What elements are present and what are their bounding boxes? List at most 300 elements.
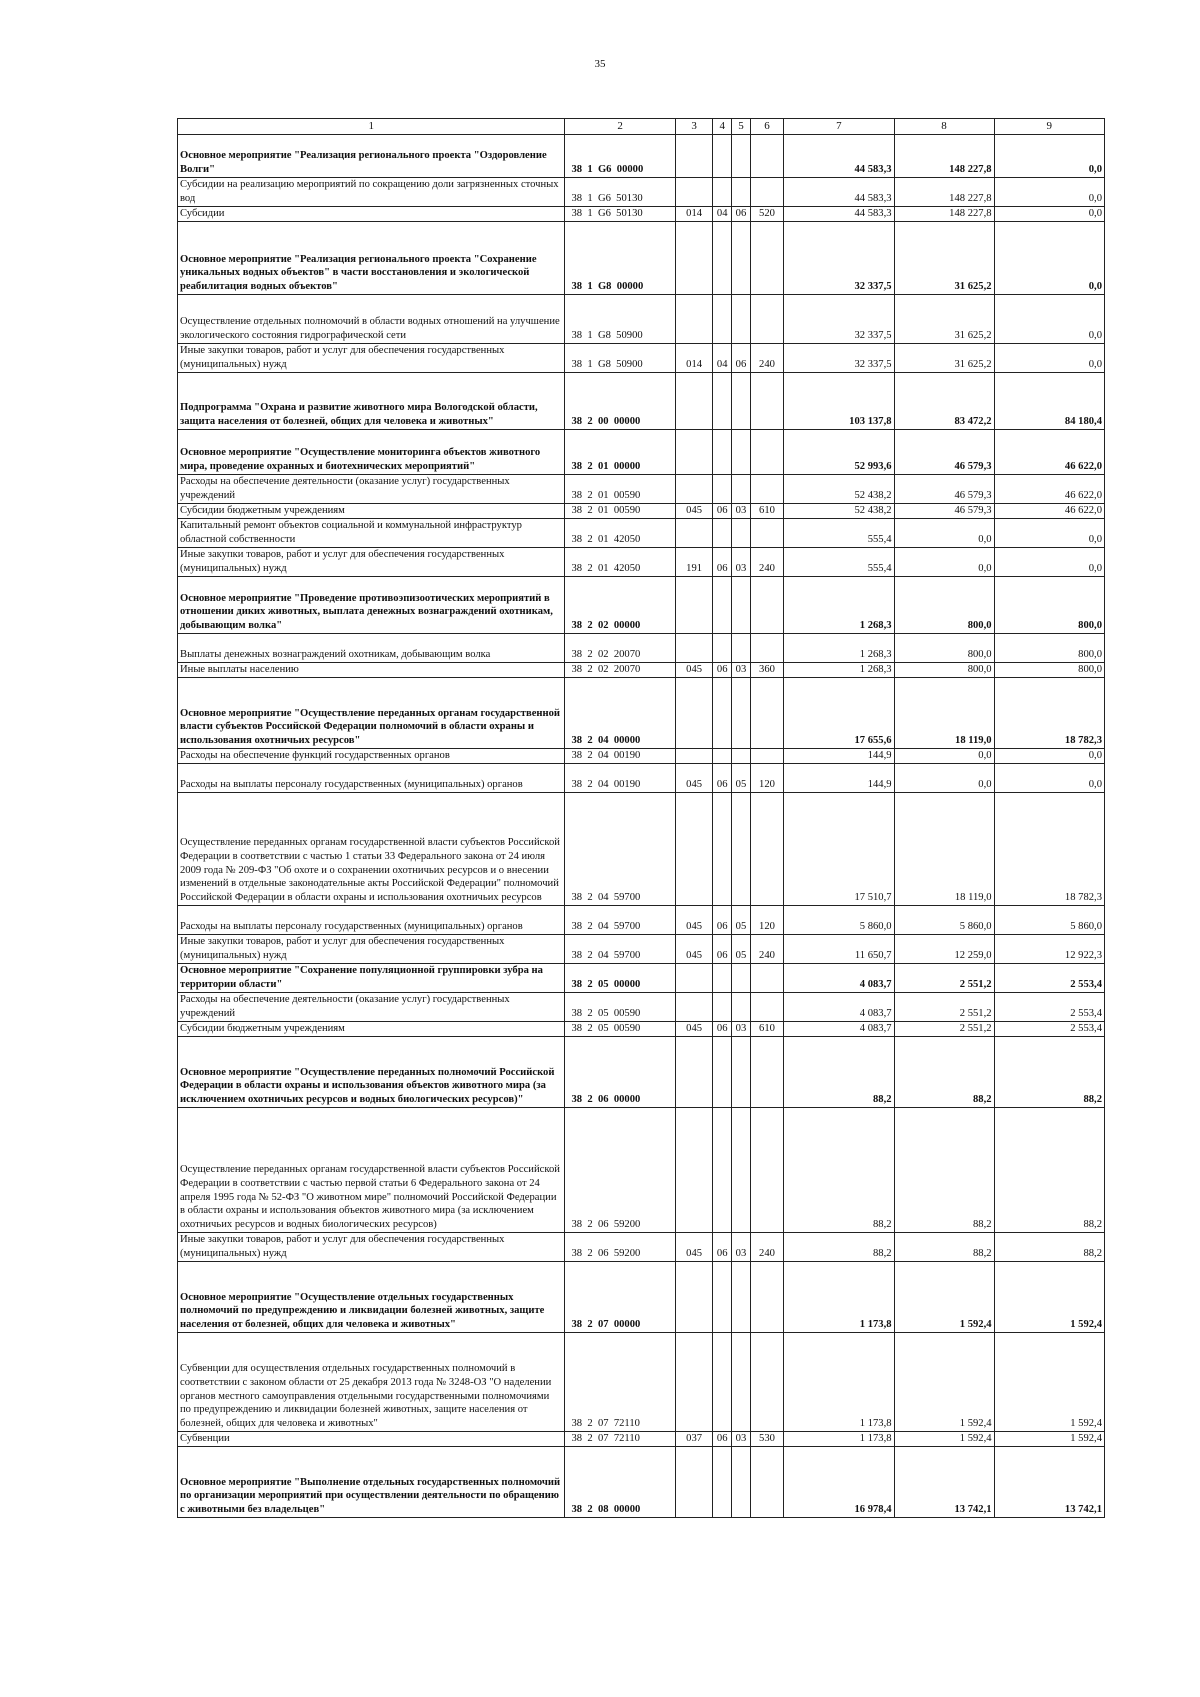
table-row [178, 793, 1105, 906]
budget-code: 38 2 05 00590 [565, 1022, 675, 1037]
amount-col-9: 46 622,0 [994, 475, 1104, 504]
expense-type-code [750, 678, 783, 749]
header-cell: 2 [565, 119, 675, 135]
amount-col-8: 800,0 [894, 577, 994, 634]
amount-col-7: 32 337,5 [784, 222, 894, 295]
header-cell: 3 [675, 119, 712, 135]
amount-col-7: 88,2 [784, 1233, 894, 1262]
ministry-code [675, 1262, 712, 1333]
amount-col-7: 17 655,6 [784, 678, 894, 749]
budget-code: 38 2 04 59700 [565, 935, 675, 964]
expense-type-code [750, 577, 783, 634]
expense-type-code [750, 749, 783, 764]
table-row [178, 993, 1105, 1022]
amount-col-8: 2 551,2 [894, 993, 994, 1022]
header-cell: 8 [894, 119, 994, 135]
amount-col-7: 44 583,3 [784, 135, 894, 178]
amount-col-9: 13 742,1 [994, 1447, 1104, 1518]
item-name: Расходы на выплаты персоналу государственных (муниципальных) органов [178, 764, 565, 793]
amount-col-7: 52 438,2 [784, 504, 894, 519]
budget-code: 38 1 G6 00000 [565, 135, 675, 178]
ministry-code [675, 1037, 712, 1108]
amount-col-8: 18 119,0 [894, 678, 994, 749]
expense-type-code [750, 634, 783, 663]
budget-code: 38 2 07 72110 [565, 1432, 675, 1447]
table-row [178, 678, 1105, 749]
amount-col-7: 88,2 [784, 1108, 894, 1233]
expense-type-code [750, 135, 783, 178]
expense-type-code [750, 178, 783, 207]
ministry-code: 037 [675, 1432, 712, 1447]
amount-col-8: 1 592,4 [894, 1262, 994, 1333]
expense-type-code [750, 519, 783, 548]
expense-type-code [750, 1447, 783, 1518]
amount-col-9: 0,0 [994, 749, 1104, 764]
page-number: 35 [594, 58, 606, 70]
amount-col-8: 1 592,4 [894, 1432, 994, 1447]
ministry-code: 014 [675, 344, 712, 373]
ministry-code [675, 1333, 712, 1432]
ministry-code [675, 222, 712, 295]
header-cell: 1 [178, 119, 565, 135]
amount-col-9: 46 622,0 [994, 430, 1104, 475]
table-row [178, 207, 1105, 222]
header-cell: 5 [732, 119, 751, 135]
table-row [178, 634, 1105, 663]
expense-type-code: 610 [750, 1022, 783, 1037]
subsection-code: 03 [732, 504, 751, 519]
amount-col-9: 800,0 [994, 663, 1104, 678]
amount-col-7: 32 337,5 [784, 344, 894, 373]
amount-col-9: 12 922,3 [994, 935, 1104, 964]
section-code: 04 [713, 207, 732, 222]
amount-col-7: 4 083,7 [784, 993, 894, 1022]
item-name: Расходы на обеспечение деятельности (оказание услуг) государственных учреждений [178, 993, 565, 1022]
section-code: 06 [713, 663, 732, 678]
budget-code: 38 2 01 42050 [565, 519, 675, 548]
header-cell: 7 [784, 119, 894, 135]
amount-col-7: 1 173,8 [784, 1432, 894, 1447]
item-name: Осуществление переданных органам государственной власти субъектов Российской Федерации в соответствии с частью 1 статьи 33 Федерального закона от 24 июля 2009 года № 209-ФЗ "Об охоте и о сохранении охотничьих ресурсов и о внесении изменений в отдельные законодательные акты Российской Федерации" полномочий Российской Федерации в области охраны и использования охотничьих ресурсов [178, 793, 565, 906]
expense-type-code [750, 430, 783, 475]
item-name: Субсидии на реализацию мероприятий по сокращению доли загрязненных сточных вод [178, 178, 565, 207]
section-code [713, 964, 732, 993]
subsection-code [732, 1037, 751, 1108]
amount-col-9: 5 860,0 [994, 906, 1104, 935]
budget-code: 38 1 G8 50900 [565, 344, 675, 373]
table-row [178, 964, 1105, 993]
item-name: Субвенции [178, 1432, 565, 1447]
amount-col-7: 5 860,0 [784, 906, 894, 935]
expense-type-code [750, 993, 783, 1022]
item-name: Подпрограмма "Охрана и развитие животного мира Вологодской области, защита населения от болезней, общих для человека и животных" [178, 373, 565, 430]
subsection-code: 06 [732, 207, 751, 222]
item-name: Субвенции для осуществления отдельных государственных полномочий в соответствии с законом области от 25 декабря 2013 года № 3248-ОЗ "О наделении органов местного самоуправления отдельными государственными полномочиями по предупреждению и ликвидации болезней животных, защите населения от болезней, общих для человека и животных" [178, 1333, 565, 1432]
section-code [713, 519, 732, 548]
expense-type-code [750, 295, 783, 344]
amount-col-9: 1 592,4 [994, 1262, 1104, 1333]
section-code [713, 222, 732, 295]
subsection-code: 03 [732, 1233, 751, 1262]
table-row [178, 749, 1105, 764]
ministry-code [675, 577, 712, 634]
subsection-code [732, 295, 751, 344]
section-code [713, 634, 732, 663]
table-row [178, 577, 1105, 634]
ministry-code [675, 135, 712, 178]
budget-code: 38 2 04 00190 [565, 749, 675, 764]
expense-type-code: 240 [750, 548, 783, 577]
item-name: Капитальный ремонт объектов социальной и коммунальной инфраструктур областной собственности [178, 519, 565, 548]
table-row [178, 475, 1105, 504]
subsection-code [732, 793, 751, 906]
subsection-code [732, 678, 751, 749]
amount-col-8: 148 227,8 [894, 178, 994, 207]
amount-col-8: 46 579,3 [894, 430, 994, 475]
item-name: Расходы на обеспечение функций государственных органов [178, 749, 565, 764]
budget-code: 38 2 01 00590 [565, 475, 675, 504]
budget-code: 38 2 06 59200 [565, 1108, 675, 1233]
amount-col-9: 0,0 [994, 344, 1104, 373]
amount-col-8: 148 227,8 [894, 207, 994, 222]
ministry-code [675, 964, 712, 993]
section-code: 06 [713, 935, 732, 964]
section-code [713, 793, 732, 906]
expense-type-code [750, 793, 783, 906]
subsection-code [732, 1447, 751, 1518]
budget-code: 38 1 G6 50130 [565, 178, 675, 207]
subsection-code [732, 964, 751, 993]
ministry-code [675, 1447, 712, 1518]
ministry-code [675, 634, 712, 663]
table-row [178, 1108, 1105, 1233]
amount-col-7: 555,4 [784, 548, 894, 577]
expense-type-code: 240 [750, 935, 783, 964]
budget-table [177, 118, 1105, 1518]
item-name: Основное мероприятие "Осуществление мониторинга объектов животного мира, проведение охранных и биотехнических мероприятий" [178, 430, 565, 475]
item-name: Осуществление переданных органам государственной власти субъектов Российской Федерации в соответствии с частью первой статьи 6 Федерального закона от 24 апреля 1995 года № 52-ФЗ "О животном мире" полномочий Российской Федерации в области охраны и использования объектов животного мира (за исключением охотничьих ресурсов и водных биологических ресурсов) [178, 1108, 565, 1233]
subsection-code [732, 135, 751, 178]
amount-col-7: 144,9 [784, 764, 894, 793]
section-code [713, 678, 732, 749]
amount-col-7: 88,2 [784, 1037, 894, 1108]
amount-col-8: 0,0 [894, 764, 994, 793]
amount-col-9: 0,0 [994, 764, 1104, 793]
expense-type-code: 120 [750, 764, 783, 793]
subsection-code [732, 222, 751, 295]
expense-type-code: 240 [750, 344, 783, 373]
table-row [178, 1262, 1105, 1333]
amount-col-8: 12 259,0 [894, 935, 994, 964]
ministry-code [675, 475, 712, 504]
ministry-code [675, 373, 712, 430]
amount-col-9: 0,0 [994, 178, 1104, 207]
item-name: Субсидии [178, 207, 565, 222]
section-code [713, 749, 732, 764]
amount-col-7: 17 510,7 [784, 793, 894, 906]
expense-type-code [750, 1108, 783, 1233]
item-name: Иные выплаты населению [178, 663, 565, 678]
amount-col-9: 88,2 [994, 1037, 1104, 1108]
amount-col-9: 84 180,4 [994, 373, 1104, 430]
subsection-code [732, 1108, 751, 1233]
amount-col-8: 0,0 [894, 548, 994, 577]
table-row [178, 1447, 1105, 1518]
ministry-code: 014 [675, 207, 712, 222]
table-row [178, 935, 1105, 964]
amount-col-8: 46 579,3 [894, 475, 994, 504]
subsection-code: 05 [732, 906, 751, 935]
ministry-code [675, 519, 712, 548]
ministry-code: 045 [675, 1233, 712, 1262]
amount-col-8: 18 119,0 [894, 793, 994, 906]
item-name: Выплаты денежных вознаграждений охотникам, добывающим волка [178, 634, 565, 663]
amount-col-7: 1 173,8 [784, 1333, 894, 1432]
amount-col-8: 88,2 [894, 1108, 994, 1233]
amount-col-9: 800,0 [994, 634, 1104, 663]
amount-col-8: 88,2 [894, 1037, 994, 1108]
amount-col-8: 13 742,1 [894, 1447, 994, 1518]
header-row [178, 119, 1105, 135]
budget-code: 38 1 G6 50130 [565, 207, 675, 222]
budget-code: 38 1 G8 50900 [565, 295, 675, 344]
section-code [713, 295, 732, 344]
expense-type-code: 520 [750, 207, 783, 222]
amount-col-7: 144,9 [784, 749, 894, 764]
amount-col-7: 1 268,3 [784, 663, 894, 678]
budget-code: 38 2 00 00000 [565, 373, 675, 430]
amount-col-7: 103 137,8 [784, 373, 894, 430]
subsection-code: 05 [732, 764, 751, 793]
subsection-code: 06 [732, 344, 751, 373]
amount-col-8: 0,0 [894, 519, 994, 548]
ministry-code: 045 [675, 935, 712, 964]
budget-code: 38 1 G8 00000 [565, 222, 675, 295]
subsection-code: 03 [732, 1022, 751, 1037]
amount-col-9: 0,0 [994, 207, 1104, 222]
amount-col-8: 2 551,2 [894, 1022, 994, 1037]
budget-code: 38 2 01 42050 [565, 548, 675, 577]
table-row [178, 1432, 1105, 1447]
table-row [178, 519, 1105, 548]
amount-col-9: 0,0 [994, 548, 1104, 577]
subsection-code [732, 577, 751, 634]
section-code [713, 993, 732, 1022]
budget-code: 38 2 06 00000 [565, 1037, 675, 1108]
item-name: Основное мероприятие "Осуществление переданных органам государственной власти субъектов Российской Федерации полномочий в области охраны и использования охотничьих ресурсов" [178, 678, 565, 749]
section-code [713, 135, 732, 178]
budget-code: 38 2 04 59700 [565, 793, 675, 906]
section-code [713, 1333, 732, 1432]
budget-code: 38 2 01 00590 [565, 504, 675, 519]
section-code [713, 475, 732, 504]
ministry-code [675, 178, 712, 207]
table-row [178, 178, 1105, 207]
budget-code: 38 2 02 00000 [565, 577, 675, 634]
item-name: Иные закупки товаров, работ и услуг для обеспечения государственных (муниципальных) нужд [178, 1233, 565, 1262]
table-row [178, 344, 1105, 373]
expense-type-code [750, 1333, 783, 1432]
amount-col-8: 88,2 [894, 1233, 994, 1262]
amount-col-9: 2 553,4 [994, 964, 1104, 993]
amount-col-8: 31 625,2 [894, 222, 994, 295]
amount-col-7: 44 583,3 [784, 207, 894, 222]
subsection-code [732, 993, 751, 1022]
expense-type-code: 610 [750, 504, 783, 519]
table-body [178, 119, 1105, 1518]
amount-col-9: 1 592,4 [994, 1333, 1104, 1432]
budget-code: 38 2 04 00190 [565, 764, 675, 793]
ministry-code [675, 295, 712, 344]
section-code: 06 [713, 548, 732, 577]
section-code: 04 [713, 344, 732, 373]
amount-col-8: 1 592,4 [894, 1333, 994, 1432]
table-row [178, 430, 1105, 475]
section-code [713, 1037, 732, 1108]
amount-col-8: 83 472,2 [894, 373, 994, 430]
amount-col-9: 46 622,0 [994, 504, 1104, 519]
expense-type-code: 360 [750, 663, 783, 678]
section-code [713, 178, 732, 207]
budget-code: 38 2 04 00000 [565, 678, 675, 749]
subsection-code: 03 [732, 663, 751, 678]
section-code [713, 430, 732, 475]
budget-code: 38 2 07 00000 [565, 1262, 675, 1333]
item-name: Иные закупки товаров, работ и услуг для обеспечения государственных (муниципальных) нужд [178, 935, 565, 964]
amount-col-7: 4 083,7 [784, 1022, 894, 1037]
subsection-code: 03 [732, 1432, 751, 1447]
item-name: Субсидии бюджетным учреждениям [178, 504, 565, 519]
item-name: Осуществление отдельных полномочий в области водных отношений на улучшение экологического состояния гидрографической сети [178, 295, 565, 344]
section-code [713, 577, 732, 634]
section-code: 06 [713, 906, 732, 935]
ministry-code [675, 1108, 712, 1233]
subsection-code [732, 519, 751, 548]
section-code [713, 1108, 732, 1233]
table-row [178, 1233, 1105, 1262]
amount-col-8: 148 227,8 [894, 135, 994, 178]
subsection-code [732, 634, 751, 663]
item-name: Иные закупки товаров, работ и услуг для обеспечения государственных (муниципальных) нужд [178, 548, 565, 577]
amount-col-7: 555,4 [784, 519, 894, 548]
ministry-code [675, 793, 712, 906]
table-row [178, 906, 1105, 935]
budget-code: 38 2 02 20070 [565, 634, 675, 663]
item-name: Иные закупки товаров, работ и услуг для обеспечения государственных (муниципальных) нужд [178, 344, 565, 373]
ministry-code [675, 749, 712, 764]
amount-col-9: 2 553,4 [994, 1022, 1104, 1037]
amount-col-8: 5 860,0 [894, 906, 994, 935]
ministry-code: 045 [675, 1022, 712, 1037]
subsection-code [732, 1262, 751, 1333]
item-name: Основное мероприятие "Сохранение популяционной группировки зубра на территории области" [178, 964, 565, 993]
amount-col-7: 1 173,8 [784, 1262, 894, 1333]
item-name: Субсидии бюджетным учреждениям [178, 1022, 565, 1037]
budget-code: 38 2 06 59200 [565, 1233, 675, 1262]
item-name: Основное мероприятие "Осуществление переданных полномочий Российской Федерации в области охраны и использования объектов животного мира (за исключением охотничьих ресурсов и водных биологических ресурсов)" [178, 1037, 565, 1108]
expense-type-code [750, 373, 783, 430]
table-row [178, 222, 1105, 295]
header-cell: 9 [994, 119, 1104, 135]
amount-col-8: 0,0 [894, 749, 994, 764]
ministry-code: 191 [675, 548, 712, 577]
amount-col-8: 800,0 [894, 634, 994, 663]
section-code: 06 [713, 504, 732, 519]
ministry-code [675, 993, 712, 1022]
table-row [178, 1022, 1105, 1037]
section-code: 06 [713, 764, 732, 793]
ministry-code: 045 [675, 504, 712, 519]
budget-code: 38 2 01 00000 [565, 430, 675, 475]
amount-col-9: 88,2 [994, 1108, 1104, 1233]
amount-col-8: 31 625,2 [894, 344, 994, 373]
amount-col-9: 0,0 [994, 295, 1104, 344]
budget-code: 38 2 07 72110 [565, 1333, 675, 1432]
amount-col-9: 0,0 [994, 222, 1104, 295]
amount-col-7: 52 993,6 [784, 430, 894, 475]
subsection-code [732, 1333, 751, 1432]
ministry-code [675, 678, 712, 749]
ministry-code [675, 430, 712, 475]
item-name: Основное мероприятие "Осуществление отдельных государственных полномочий по предупреждению и ликвидации болезней животных, защите населения от болезней, общих для человека и животных" [178, 1262, 565, 1333]
expense-type-code [750, 1262, 783, 1333]
header-cell: 6 [750, 119, 783, 135]
item-name: Основное мероприятие "Реализация регионального проекта "Оздоровление Волги" [178, 135, 565, 178]
expense-type-code [750, 1037, 783, 1108]
amount-col-9: 18 782,3 [994, 793, 1104, 906]
subsection-code [732, 430, 751, 475]
expense-type-code [750, 964, 783, 993]
section-code [713, 373, 732, 430]
expense-type-code: 120 [750, 906, 783, 935]
ministry-code: 045 [675, 764, 712, 793]
amount-col-8: 46 579,3 [894, 504, 994, 519]
section-code: 06 [713, 1233, 732, 1262]
amount-col-9: 0,0 [994, 519, 1104, 548]
table-row [178, 764, 1105, 793]
amount-col-7: 1 268,3 [784, 577, 894, 634]
amount-col-9: 88,2 [994, 1233, 1104, 1262]
ministry-code: 045 [675, 906, 712, 935]
amount-col-8: 800,0 [894, 663, 994, 678]
amount-col-7: 11 650,7 [784, 935, 894, 964]
ministry-code: 045 [675, 663, 712, 678]
table-row [178, 548, 1105, 577]
subsection-code: 03 [732, 548, 751, 577]
table-row [178, 504, 1105, 519]
expense-type-code: 240 [750, 1233, 783, 1262]
section-code: 06 [713, 1432, 732, 1447]
table-row [178, 373, 1105, 430]
budget-code: 38 2 08 00000 [565, 1447, 675, 1518]
table-row [178, 1333, 1105, 1432]
expense-type-code [750, 222, 783, 295]
amount-col-7: 44 583,3 [784, 178, 894, 207]
amount-col-9: 1 592,4 [994, 1432, 1104, 1447]
expense-type-code [750, 475, 783, 504]
table-row [178, 295, 1105, 344]
amount-col-7: 16 978,4 [784, 1447, 894, 1518]
budget-code: 38 2 05 00590 [565, 993, 675, 1022]
amount-col-8: 31 625,2 [894, 295, 994, 344]
section-code: 06 [713, 1022, 732, 1037]
subsection-code: 05 [732, 935, 751, 964]
amount-col-9: 0,0 [994, 135, 1104, 178]
item-name: Расходы на выплаты персоналу государственных (муниципальных) органов [178, 906, 565, 935]
item-name: Основное мероприятие "Выполнение отдельных государственных полномочий по организации мероприятий при осуществлении деятельности по обращению с животными без владельцев" [178, 1447, 565, 1518]
amount-col-7: 4 083,7 [784, 964, 894, 993]
table-row [178, 663, 1105, 678]
